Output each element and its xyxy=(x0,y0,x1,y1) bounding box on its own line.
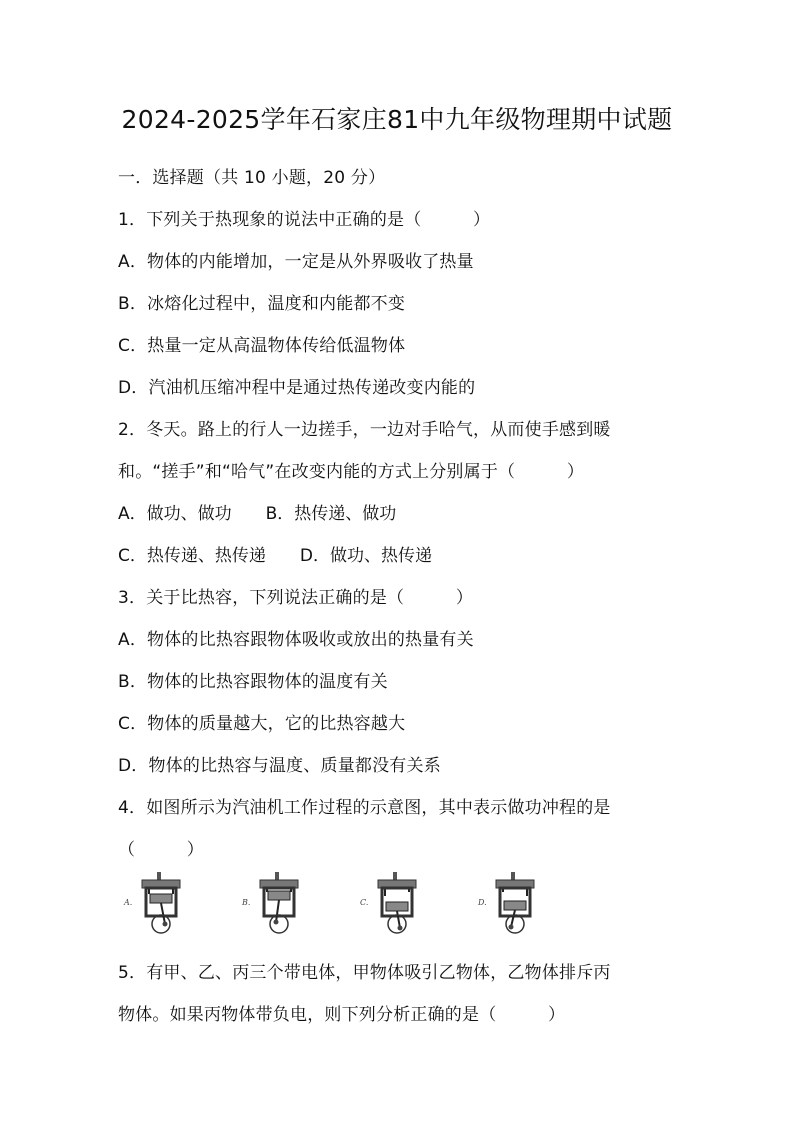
section-heading: 一．选择题（共 10 小题，20 分） xyxy=(118,168,386,188)
engine-diagram-c-icon xyxy=(374,872,420,938)
question-5-stem-line-2: 物体。如果丙物体带负电，则下列分析正确的是（ ） xyxy=(118,1005,566,1025)
question-2-options-row-1 xyxy=(118,499,396,524)
engine-figure-c xyxy=(360,872,420,942)
question-5-stem-line-1: 5．有甲、乙、丙三个带电体，甲物体吸引乙物体，乙物体排斥丙 xyxy=(118,963,611,983)
question-3-option-a: A．物体的比热容跟物体吸收或放出的热量有关 xyxy=(118,630,474,650)
engine-figure-a-label: A. xyxy=(124,898,133,907)
question-2-option-b: B．热传递、做功 xyxy=(265,504,397,524)
engine-figure-b-label: B. xyxy=(242,898,251,907)
engine-diagram-d-icon xyxy=(492,872,538,938)
engine-figure-d-label: D. xyxy=(478,898,487,907)
question-2-option-c: C．热传递、热传递 xyxy=(118,546,266,566)
question-2-stem-line-2: 和。“搓手”和“哈气”在改变内能的方式上分别属于（ ） xyxy=(118,462,585,482)
question-2-options-row-2 xyxy=(118,541,432,566)
engine-figure-a xyxy=(124,872,184,942)
question-3-option-c: C．物体的质量越大，它的比热容越大 xyxy=(118,714,406,734)
engine-stroke-figures xyxy=(124,872,544,942)
engine-figure-d xyxy=(478,872,538,942)
engine-diagram-b-icon xyxy=(256,872,302,938)
engine-diagram-a-icon xyxy=(138,872,184,938)
question-4-stem-line-2: （ ） xyxy=(118,840,204,860)
question-1-option-b: B．冰熔化过程中，温度和内能都不变 xyxy=(118,294,406,314)
question-1-option-a: A．物体的内能增加，一定是从外界吸收了热量 xyxy=(118,252,474,272)
question-1-stem: 1．下列关于热现象的说法中正确的是（ ） xyxy=(118,210,491,230)
page-title: 2024-2025学年石家庄81中九年级物理期中试题 xyxy=(121,105,673,134)
question-4-stem-line-1: 4．如图所示为汽油机工作过程的示意图，其中表示做功冲程的是 xyxy=(118,798,611,818)
question-1-option-c: C．热量一定从高温物体传给低温物体 xyxy=(118,336,406,356)
question-1-option-d: D．汽油机压缩冲程中是通过热传递改变内能的 xyxy=(118,378,476,398)
question-2-stem-line-1: 2．冬天。路上的行人一边搓手，一边对手哈气，从而使手感到暖 xyxy=(118,420,611,440)
question-3-stem: 3．关于比热容，下列说法正确的是（ ） xyxy=(118,588,474,608)
question-3-option-d: D．物体的比热容与温度、质量都没有关系 xyxy=(118,756,441,776)
question-3-option-b: B．物体的比热容跟物体的温度有关 xyxy=(118,672,388,692)
engine-figure-b xyxy=(242,872,302,942)
question-2-option-d: D．做功、热传递 xyxy=(299,546,432,566)
engine-figure-c-label: C. xyxy=(360,898,369,907)
question-2-option-a: A．做功、做功 xyxy=(118,504,232,524)
